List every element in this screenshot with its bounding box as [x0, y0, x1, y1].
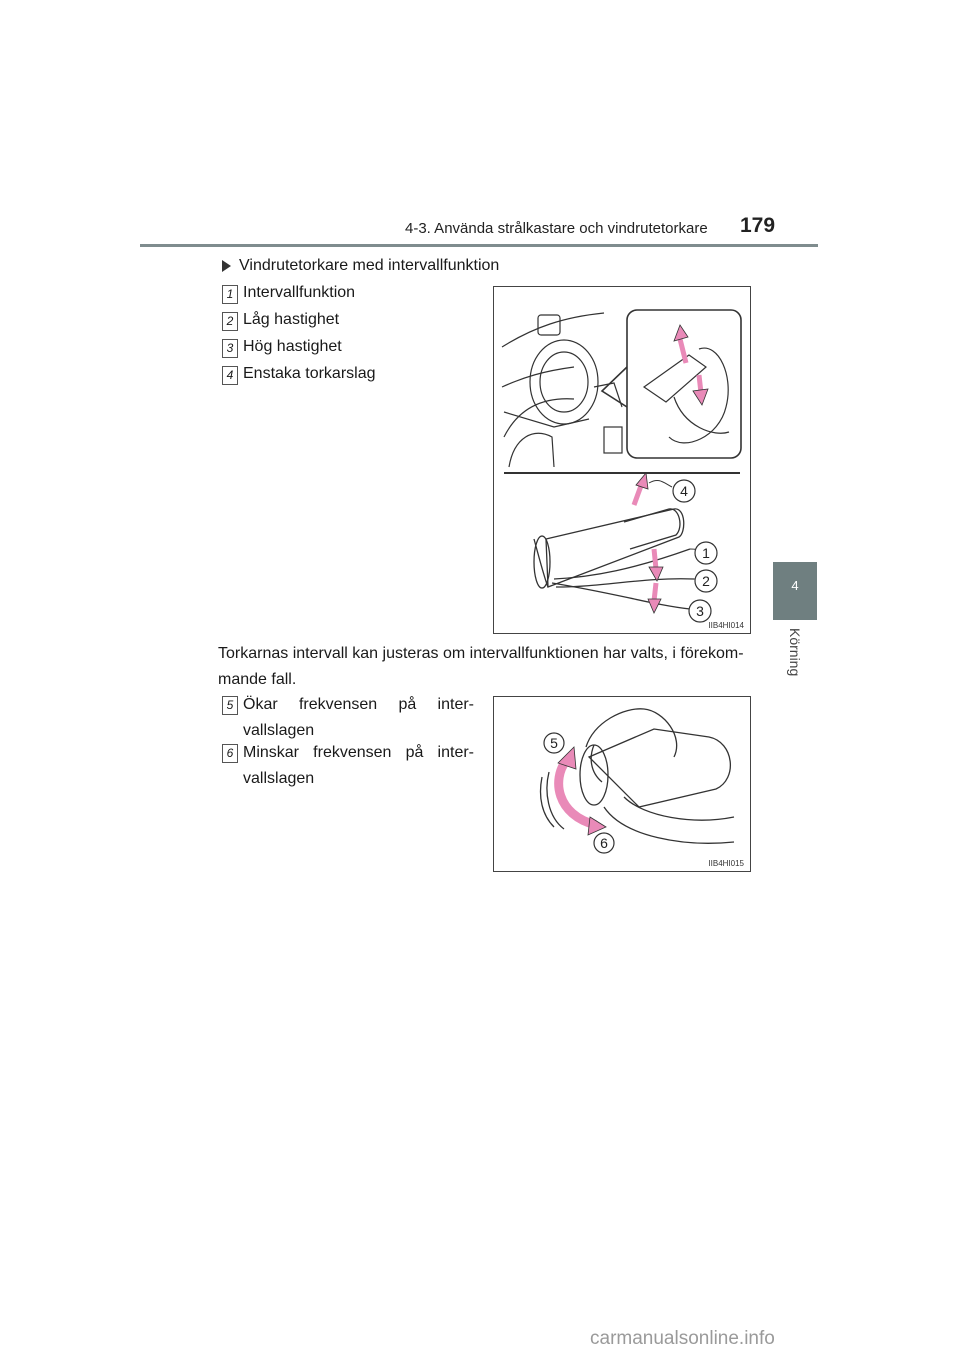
item-label: Enstaka torkarslag: [243, 365, 376, 382]
section-title: 4-3. Använda strålkastare och vindrutetorkare: [405, 220, 708, 237]
callout-2: 2: [702, 573, 710, 589]
header-divider: [140, 244, 818, 247]
bullet-heading-text: Vindrutetorkare med intervallfunktion: [239, 257, 500, 274]
callout-5: 5: [550, 735, 558, 751]
triangle-bullet-icon: [222, 260, 231, 272]
wiper-lever-illustration: [494, 287, 750, 633]
callout-6: 6: [600, 835, 608, 851]
item-number: 1: [222, 285, 238, 304]
item-number: 2: [222, 312, 238, 331]
item-label: Låg hastighet: [243, 311, 340, 328]
interval-ring-illustration: [494, 697, 750, 871]
item-label: Minskar frekvensen på inter-vallslagen: [243, 744, 474, 787]
body-paragraph: Torkarnas intervall kan justeras om intervallfunktionen har valts, i förekom-mande fall.: [218, 645, 744, 688]
item-label: Intervallfunktion: [243, 284, 356, 301]
chapter-label-text: Körning: [787, 628, 803, 677]
item-label: Hög hastighet: [243, 338, 342, 355]
figure-code: IIB4HI015: [708, 859, 744, 868]
item-label: Ökar frekvensen på inter-vallslagen: [243, 696, 474, 739]
figure-wiper-lever: [493, 286, 751, 634]
figure-interval-ring: [493, 696, 751, 872]
bullet-heading: [222, 257, 499, 275]
item-number: 6: [222, 744, 238, 763]
page-number: 179: [740, 214, 776, 237]
chapter-number: 4: [791, 578, 799, 593]
callout-3: 3: [696, 603, 704, 619]
callout-4: 4: [680, 483, 688, 499]
callout-1: 1: [702, 545, 710, 561]
watermark: carmanualsonline.info: [590, 1328, 775, 1349]
figure-code: IIB4HI014: [708, 621, 744, 630]
item-number: 4: [222, 366, 238, 385]
item-number: 5: [222, 696, 238, 715]
chapter-label: [778, 628, 812, 708]
item-number: 3: [222, 339, 238, 358]
